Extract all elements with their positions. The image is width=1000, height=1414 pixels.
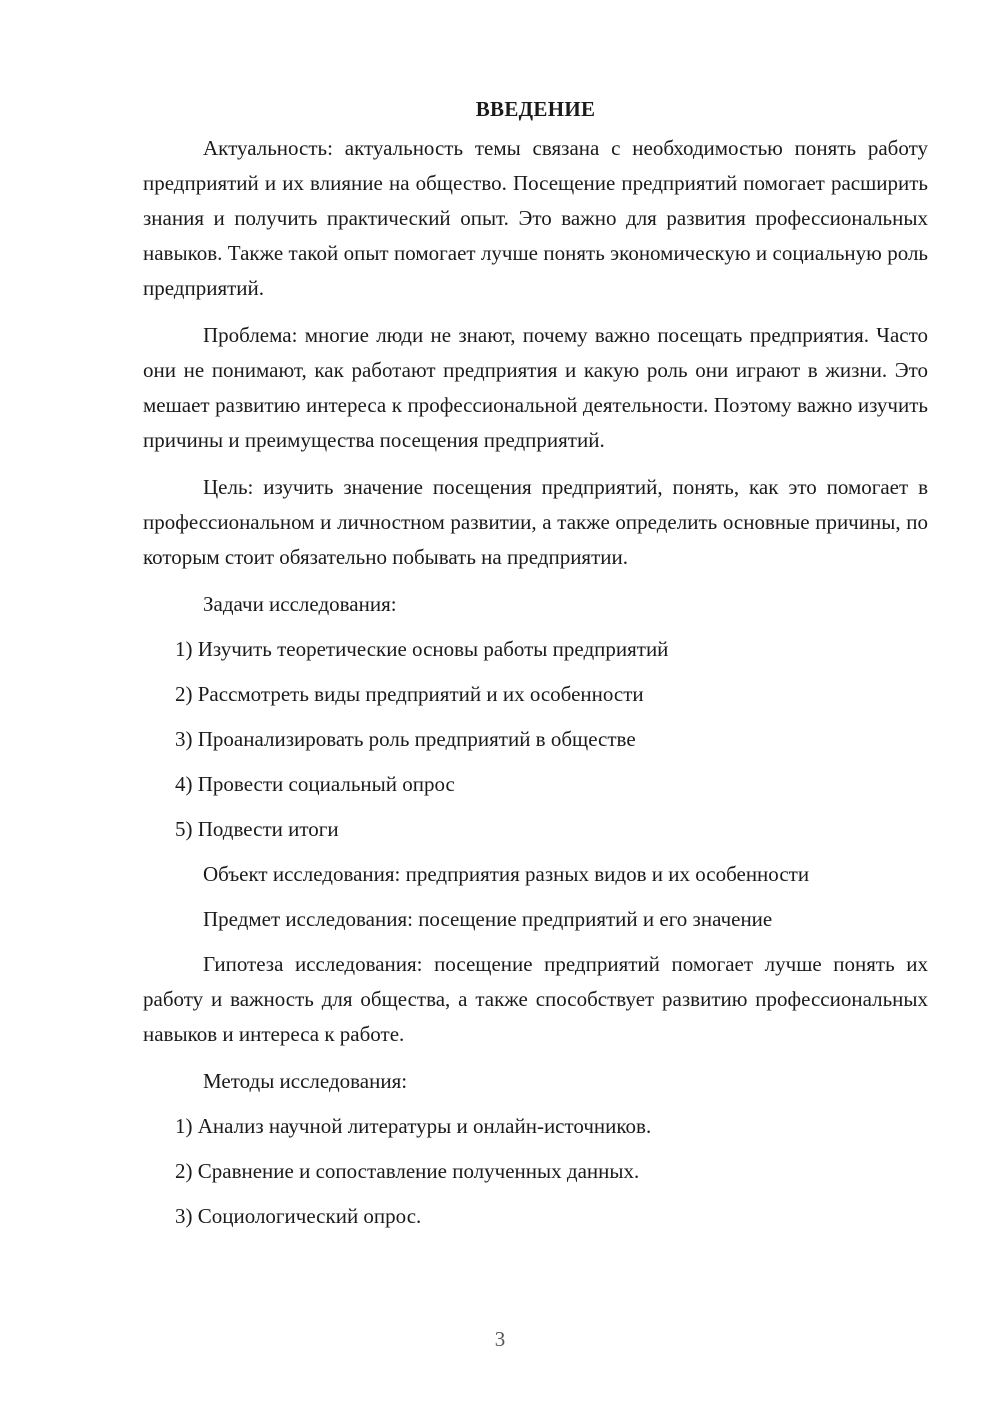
page-number: 3 [494, 1327, 506, 1351]
page-title: ВВЕДЕНИЕ [475, 97, 596, 121]
task-item: 2) Рассмотреть виды предприятий и их особенности [175, 682, 644, 706]
task-item: 1) Изучить теоретические основы работы предприятий [175, 637, 669, 661]
methods-heading: Методы исследования: [203, 1069, 408, 1093]
method-item: 1) Анализ научной литературы и онлайн-источников. [175, 1114, 652, 1138]
task-item: 3) Проанализировать роль предприятий в обществе [175, 727, 636, 751]
problem-paragraph: Проблема: многие люди не знают, почему важно посещать предприятия. Часто они не понимают, как работают предприятия и какую роль они играют в жизни. Это мешает развитию интереса к профессиональной деятельности. Поэтому важно изучить причины и преимущества посещения предприятий. [143, 323, 928, 452]
tasks-heading: Задачи исследования: [203, 592, 397, 616]
research-subject: Предмет исследования: посещение предприятий и его значение [203, 907, 773, 931]
relevance-paragraph: Актуальность: актуальность темы связана с необходимостью понять работу предприятий и их влияние на общество. Посещение предприятий помогает расширить знания и получить практический опыт. Это важно для развития профессиональных навыков. Также такой опыт помогает лучше понять экономическую и социальную роль предприятий. [143, 136, 928, 300]
hypothesis-paragraph: Гипотеза исследования: посещение предприятий помогает лучше понять их работу и важность для общества, а также способствует развитию профессиональных навыков и интереса к работе. [143, 952, 928, 1046]
method-item: 3) Социологический опрос. [175, 1204, 422, 1228]
task-item: 4) Провести социальный опрос [175, 772, 455, 796]
task-item: 5) Подвести итоги [175, 817, 339, 841]
document-page [143, 95, 928, 1244]
method-item: 2) Сравнение и сопоставление полученных данных. [175, 1159, 640, 1183]
research-object: Объект исследования: предприятия разных видов и их особенности [203, 862, 810, 886]
goal-paragraph: Цель: изучить значение посещения предприятий, понять, как это помогает в профессиональном и личностном развитии, а также определить основные причины, по которым стоит обязательно побывать на предприятии. [143, 475, 928, 569]
